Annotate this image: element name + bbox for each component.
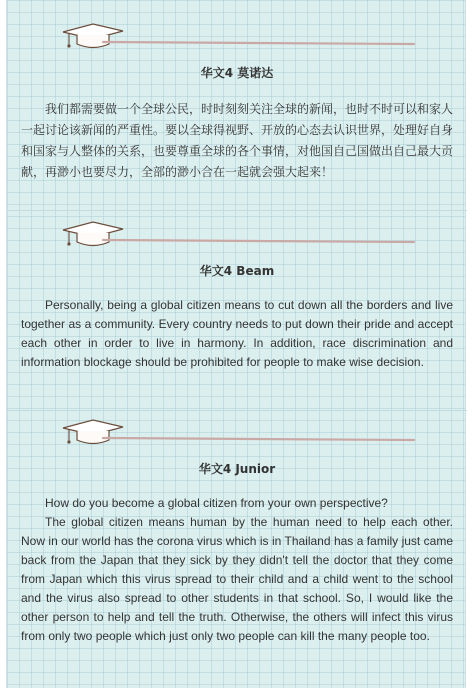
entry-body xyxy=(21,494,453,646)
entry-paragraph: 我们都需要做一个全球公民，时时刻刻关注全球的新闻，也时不时可以和家人一起讨论该新闻的严重性。要以全球得视野、开放的心态去认识世界，处理好自身和国家与人整体的关系，也要尊重全球的各个事情，对他国自己国做出自己最大贡献，再渺小也要尽力，全部的渺小合在一起就会强大起来！ xyxy=(21,102,454,179)
entry-paragraph: The global citizen means human by the human need to help each other. Now in our world has the corona virus which is in Thailand has a family just came back from the Japan that they sick by they didn't tell the doctor that they come from Japan which this virus spread to their child and a child went to the school and the virus also spread to other students in that school. So, I would like the other person to help and tell the truth. Otherwise, the others will infect this virus from only two people which just only two people can kill the many people too. xyxy=(21,515,453,643)
entry-body xyxy=(21,99,453,183)
entry-heading: 华文4 Junior xyxy=(198,462,276,476)
graduation-cap-divider xyxy=(59,18,419,58)
section-separator xyxy=(7,210,467,211)
section-separator xyxy=(7,410,467,411)
graduation-cap-divider xyxy=(59,216,419,256)
entry-body xyxy=(21,296,453,372)
graduation-cap-icon xyxy=(63,420,123,444)
graduation-cap-icon xyxy=(63,24,123,48)
entry-heading: 华文4 Beam xyxy=(199,264,275,278)
graduation-cap-divider xyxy=(59,414,419,454)
entry-paragraph: Personally, being a global citizen means to cut down all the borders and live together as a community. Every country needs to put down their pride and accept each other in order to live in harmony. In addition, race discrimination and information blockage should be prohibited for people to make wise decision. xyxy=(21,298,453,369)
graduation-cap-icon xyxy=(63,222,123,246)
entry-question: How do you become a global citizen from your own perspective? xyxy=(45,496,388,510)
entry-heading: 华文4 莫诺达 xyxy=(200,66,274,80)
document-page xyxy=(6,0,466,688)
